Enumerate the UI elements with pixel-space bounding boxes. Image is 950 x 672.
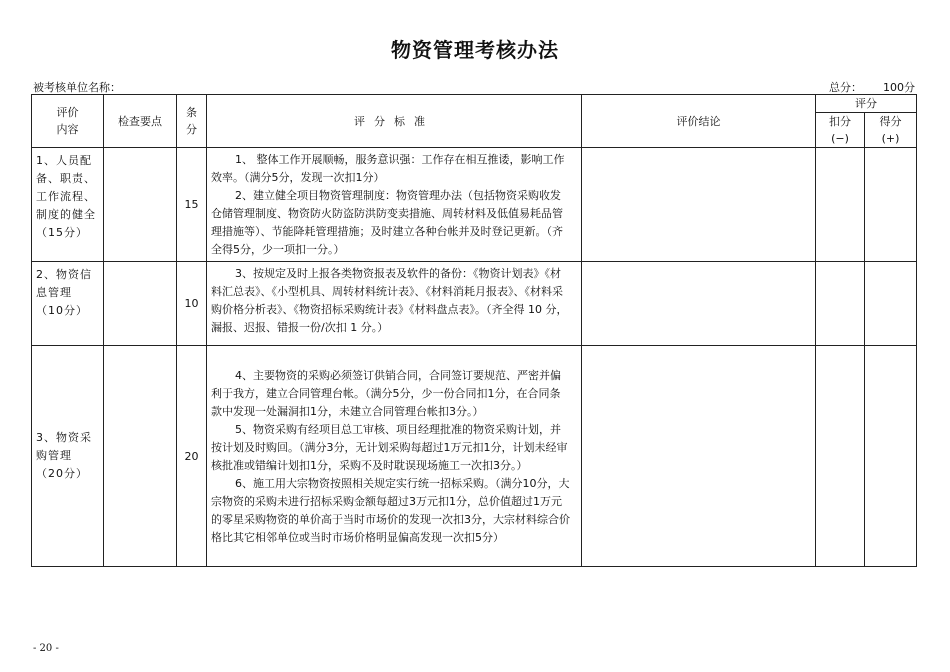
assessment-table xyxy=(31,94,917,567)
row-gain xyxy=(865,346,917,567)
total-score-value: 100分 xyxy=(883,81,915,94)
header-score: 条 分 xyxy=(177,95,207,148)
header-content-line1: 评价 xyxy=(56,106,79,119)
criteria-item: 5、物资采购有经项目总工审核、项目经理批准的物资采购计划，并按计划及时购回。（满分3分，无计划采购每超过1万元扣1分，计划未经审核批准或错编计划扣1分，采购不及时耽误现场施工一次扣3分。） xyxy=(211,422,568,472)
row-category: 3、物资采购管理（20分） xyxy=(32,346,104,567)
row-deduct xyxy=(816,346,865,567)
row-score: 20 xyxy=(177,346,207,567)
criteria-item: 6、施工用大宗物资按照相关规定实行统一招标采购。（满分10分，大宗物资的采购未进行招标采购金额每超过3万元扣1分，总价值超过1万元的零星采购物资的单价高于当时市场价的发现一次扣3分，大宗材料综合价格比其它相邻单位或当时市场价格明显偏高发现一次扣5分） xyxy=(211,476,570,544)
row-score: 10 xyxy=(177,262,207,346)
criteria-item: 1、 整体工作开展顺畅，服务意识强：工作存在相互推诿，影响工作效率。（满分5分，发现一次扣1分） xyxy=(211,153,565,184)
header-gain: 得分 (+) xyxy=(865,113,917,148)
table-row xyxy=(32,148,917,262)
header-check-points: 检查要点 xyxy=(104,95,177,148)
page-title: 物资管理考核办法 xyxy=(391,38,559,62)
table-row xyxy=(32,262,917,346)
assessed-unit-label: 被考核单位名称： xyxy=(33,81,121,94)
table-row xyxy=(32,346,917,567)
header-content xyxy=(32,95,104,148)
header-deduct: 扣分 (−) xyxy=(816,113,865,148)
row-conclusion xyxy=(582,148,816,262)
row-deduct xyxy=(816,262,865,346)
header-rating: 评分 xyxy=(816,95,917,113)
row-conclusion xyxy=(582,346,816,567)
row-deduct xyxy=(816,148,865,262)
row-check-points xyxy=(104,262,177,346)
total-score xyxy=(829,79,915,95)
row-check-points xyxy=(104,346,177,567)
criteria-item: 2、建立健全项目物资管理制度：物资管理办法（包括物资采购收发仓储管理制度、物资防火防盗防洪防变卖措施、周转材料及低值易耗品管理措施等）、节能降耗管理措施；及时建立各种台帐并及时登记更新。（齐全得5分，少一项扣一分。） xyxy=(211,189,563,256)
row-gain xyxy=(865,262,917,346)
page-number: - 20 - xyxy=(33,643,59,654)
row-score: 15 xyxy=(177,148,207,262)
header-conclusion: 评价结论 xyxy=(582,95,816,148)
header-criteria: 评分标准 xyxy=(207,95,582,148)
row-category: 2、物资信息管理（10分） xyxy=(32,262,104,346)
row-conclusion xyxy=(582,262,816,346)
criteria-item: 4、主要物资的采购必须签订供销合同，合同签订要规范、严密并偏利于我方，建立合同管理台帐。（满分5分，少一份合同扣1分，在合同条款中发现一处漏洞扣1分，未建立合同管理台帐扣3分。） xyxy=(211,368,561,418)
row-criteria xyxy=(207,346,582,567)
row-gain xyxy=(865,148,917,262)
criteria-item: 3、按规定及时上报各类物资报表及软件的备份：《物资计划表》《材料汇总表》、《小型机具、周转材料统计表》、《材料消耗月报表》、《材料采购价格分析表》、《物资招标采购统计表》《材料盘点表》。（齐全得 10 分，漏报、迟报、错报一份/次扣 1 分。） xyxy=(211,267,568,334)
row-criteria xyxy=(207,262,582,346)
total-score-label: 总分： xyxy=(829,81,862,94)
row-criteria xyxy=(207,148,582,262)
row-check-points xyxy=(104,148,177,262)
row-category: 1、人员配备、职责、工作流程、制度的健全（15分） xyxy=(32,148,104,262)
header-content-line2: 内容 xyxy=(56,123,79,136)
